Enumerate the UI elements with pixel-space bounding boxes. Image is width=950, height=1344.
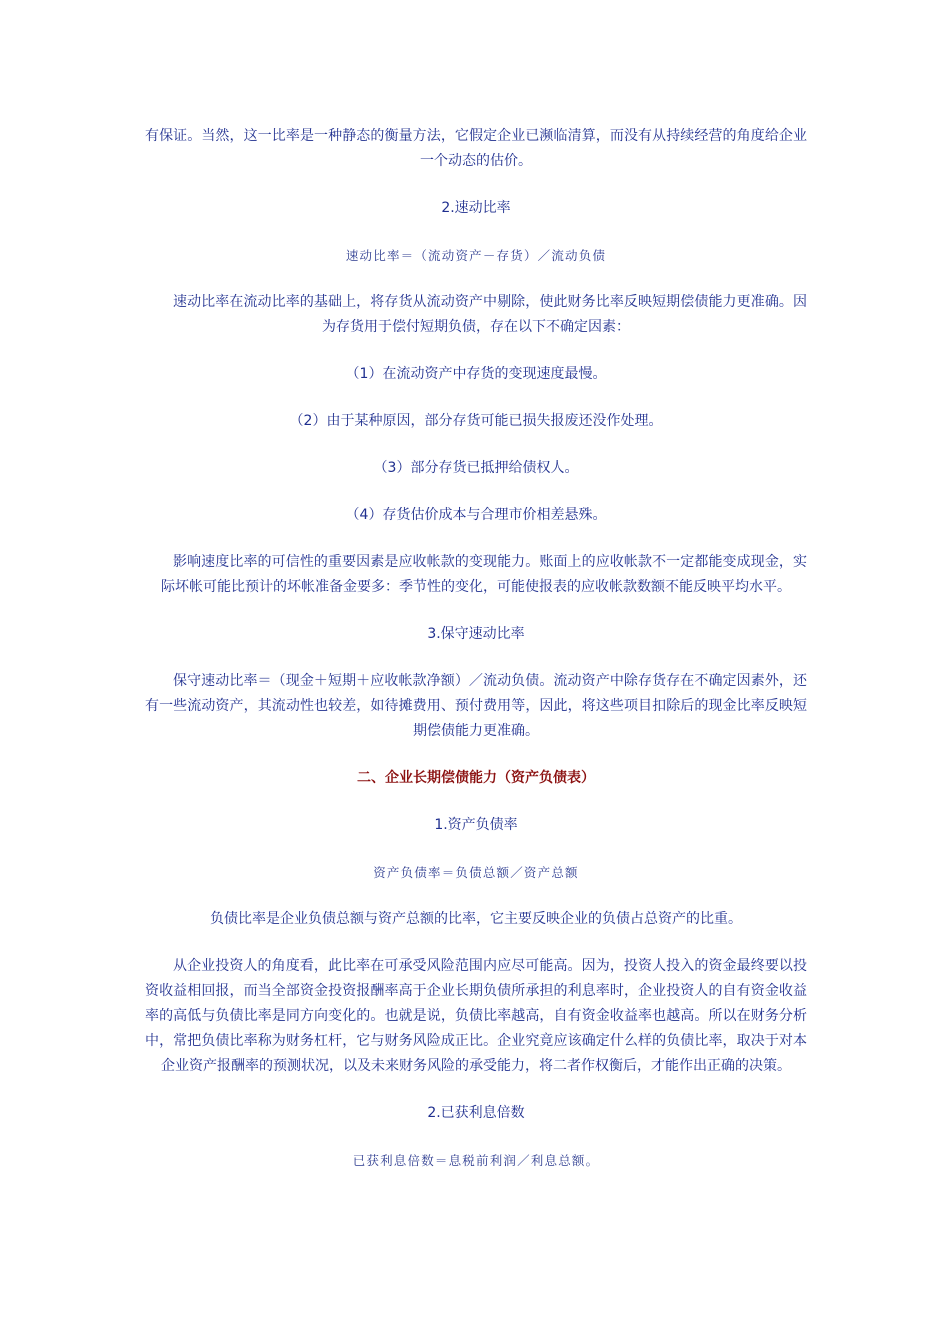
document-page: [145, 124, 807, 1195]
section-heading-long-term-solvency: 二、企业长期偿债能力（资产负债表）: [357, 770, 595, 786]
formula-interest-coverage: 已获利息倍数＝息税前利润／利息总额。: [352, 1153, 600, 1168]
subheading-debt-ratio: 1.资产负债率: [434, 817, 518, 833]
list-item-reason-2: （2）由于某种原因，部分存货可能已损失报废还没作处理。: [289, 413, 663, 429]
formula-quick-ratio: 速动比率＝（流动资产－存货）／流动负债: [345, 248, 607, 263]
paragraph-investor-view: 从企业投资人的角度看，此比率在可承受风险范围内应尽可能高。因为，投资人投入的资金最终要以投资收益相回报，而当全部资金投资报酬率高于企业长期负债所承担的利息率时，企业投资人的自有资金收益率的高低与负债比率是同方向变化的。也就是说，负债比率越高，自有资金收益率也越高。所以在财务分析中，常把负债比率称为财务杠杆，它与财务风险成正比。企业究竟应该确定什么样的负债比率，取决于对本企业资产报酬率的预测状况，以及未来财务风险的承受能力，将二者作权衡后，才能作出正确的决策。: [145, 958, 807, 1074]
formula-debt-ratio: 资产负债率＝负债总额／资产总额: [373, 865, 579, 880]
list-item-reason-1: （1）在流动资产中存货的变现速度最慢。: [345, 366, 607, 382]
list-item-reason-3: （3）部分存货已抵押给债权人。: [373, 460, 579, 476]
paragraph-intro-end: 有保证。当然，这一比率是一种静态的衡量方法，它假定企业已濒临清算，而没有从持续经营的角度给企业一个动态的估价。: [145, 128, 807, 169]
subheading-conservative-ratio: 3.保守速动比率: [427, 626, 525, 642]
paragraph-quick-ratio-desc: 速动比率在流动比率的基础上，将存货从流动资产中剔除，使此财务比率反映短期偿债能力更准确。因为存货用于偿付短期负债，存在以下不确定因素：: [173, 294, 807, 335]
subheading-interest-coverage: 2.已获利息倍数: [427, 1105, 525, 1121]
paragraph-debt-ratio-desc: 负债比率是企业负债总额与资产总额的比率，它主要反映企业的负债占总资产的比重。: [210, 911, 742, 927]
paragraph-conservative-desc: 保守速动比率＝（现金＋短期＋应收帐款净额）／流动负债。流动资产中除存货存在不确定因素外，还有一些流动资产，其流动性也较差，如待摊费用、预付费用等，因此，将这些项目扣除后的现金比率反映短期偿债能力更准确。: [145, 673, 807, 739]
subheading-quick-ratio: 2.速动比率: [441, 200, 511, 216]
paragraph-receivables-note: 影响速度比率的可信性的重要因素是应收帐款的变现能力。账面上的应收帐款不一定都能变成现金，实际坏帐可能比预计的坏帐准备金要多：季节性的变化，可能使报表的应收帐款数额不能反映平均水平。: [161, 554, 807, 595]
list-item-reason-4: （4）存货估价成本与合理市价相差悬殊。: [345, 507, 607, 523]
